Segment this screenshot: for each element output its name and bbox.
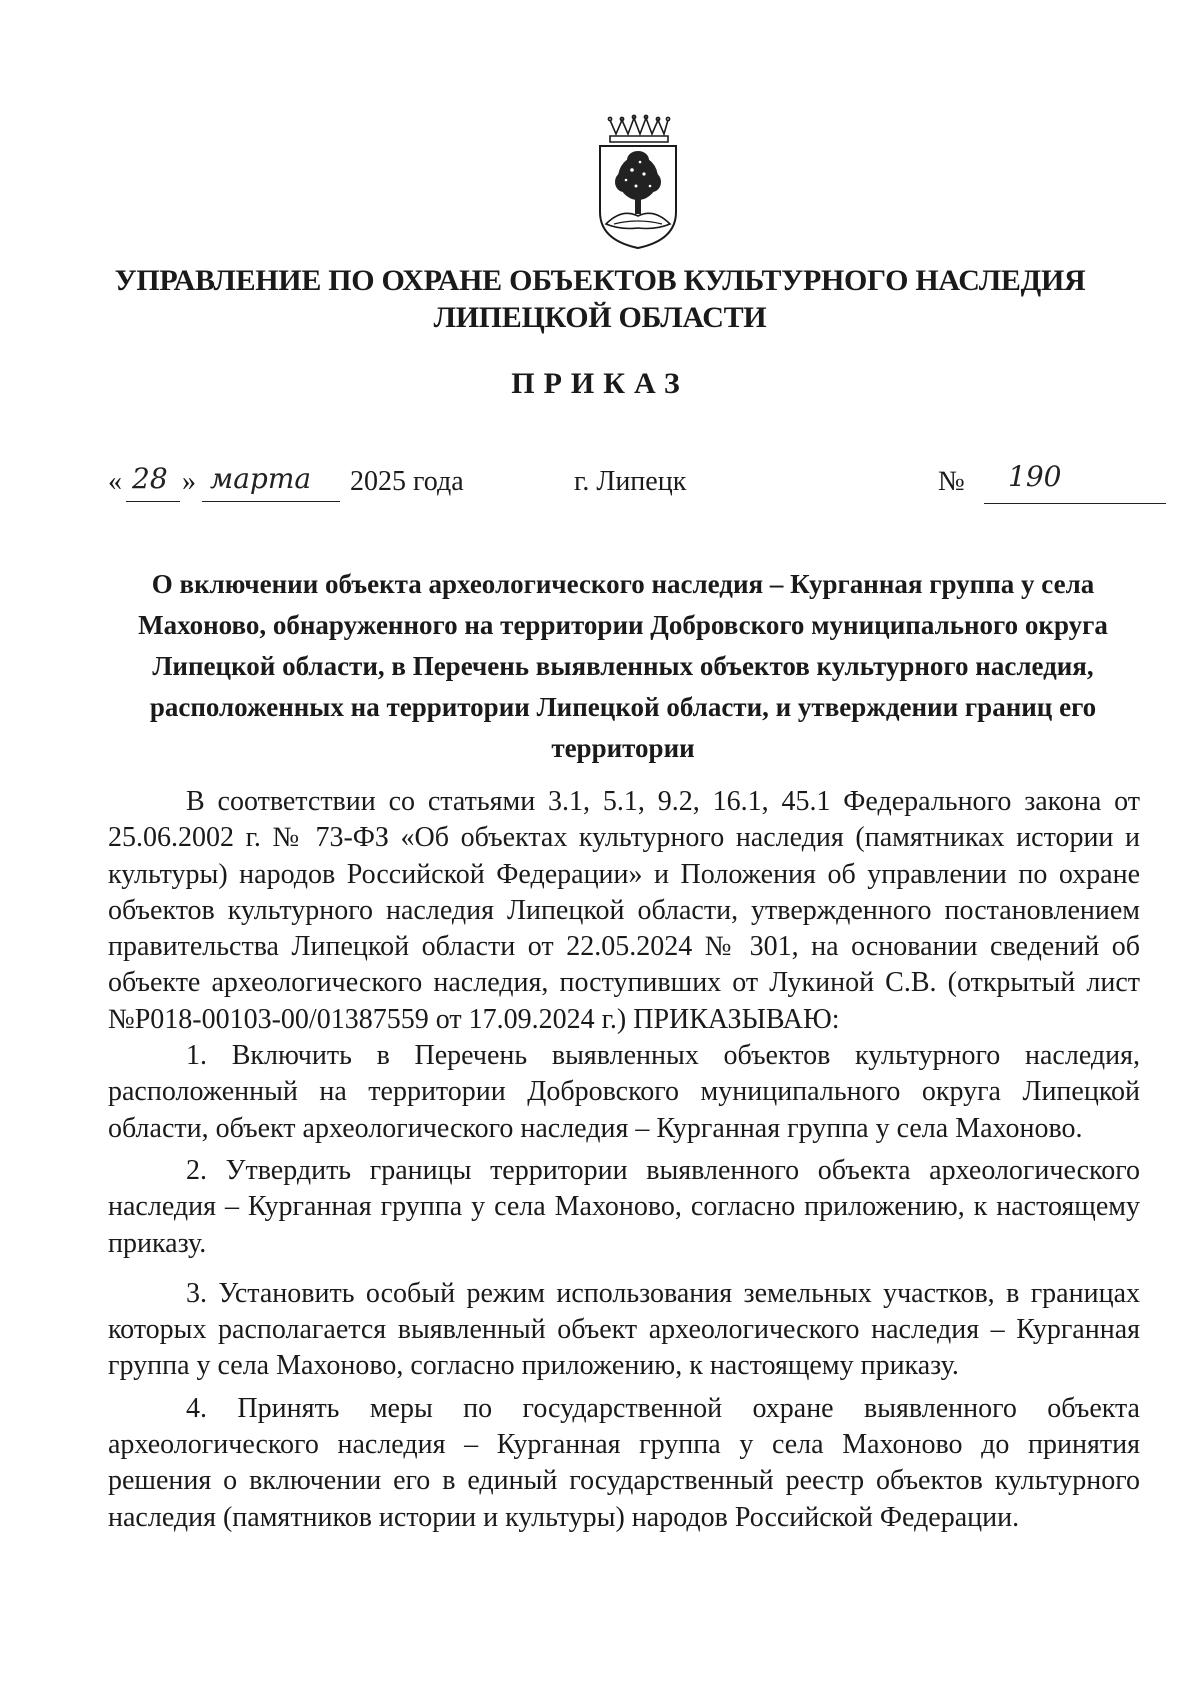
coat-of-arms-icon [596,112,680,252]
document-title [108,564,1138,769]
organization-name [100,262,1100,336]
document-number: 190 [1008,460,1062,493]
date-quote-open: « [108,466,122,497]
document-title-line1: О включении объекта археологического наследия – Курганная группа у села [151,569,1095,599]
date-day: 28 [132,462,168,495]
document-city: г. Липецк [574,466,687,497]
document-title-line3: Липецкой области, в Перечень выявленных объектов культурного наследия, [152,651,1094,681]
body-item-3: 3. Установить особый режим использования земельных участков, в границах которых располагается выявленный объект археологического наследия – Курганная группа у села Махоново, согласно приложению, к настоящему приказу. [108,1277,1140,1382]
document-type: ПРИКАЗ [511,367,689,400]
body-item-1: 1. Включить в Перечень выявленных объектов культурного наследия, расположенный на территории Добровского муниципального округа Липецкой области, объект археологического наследия – Курганная группа у села Махоново. [108,1040,1140,1144]
body-item-4: 4. Принять меры по государственной охране выявленного объекта археологического наследия – Курганная группа у села Махоново до принятия решения о включении его в единый государственный реестр объектов культурного наследия (памятников истории и культуры) народов Российской Федерации. [108,1392,1140,1533]
organization-name-line2: ЛИПЕЦКОЙ ОБЛАСТИ [433,301,767,334]
date-day-underline [126,501,180,502]
document-meta-line [0,460,1200,516]
date-quote-close: » [182,466,196,497]
document-body [108,784,1140,1536]
date-year: 2025 года [350,466,464,497]
organization-name-line1: УПРАВЛЕНИЕ ПО ОХРАНЕ ОБЪЕКТОВ КУЛЬТУРНОГО НАСЛЕДИЯ [114,264,1086,297]
date-month-underline [202,501,340,502]
document-title-line5: территории [551,733,695,763]
document-number-label: № [938,466,965,497]
document-number-underline [984,503,1166,504]
body-item-2: 2. Утвердить границы территории выявленного объекта археологического наследия – Курганная группа у села Махоново, согласно приложению, к настоящему приказу. [108,1154,1140,1259]
date-month: марта [210,462,312,495]
document-title-line2: Махоново, обнаруженного на территории Добровского муниципального округа [138,610,1108,640]
body-preamble: В соответствии со статьями 3.1, 5.1, 9.2, 16.1, 45.1 Федерального закона от 25.06.2002 г. № 73-ФЗ «Об объектах культурного наследия (памятниках истории и культуры) народов Российской Федерации» и Положения об управлении по охране объектов культурного наследия Липецкой области, утвержденного постановлением правительства Липецкой области от 22.05.2024 № 301, на основании сведений об объекте археологического наследия, поступивших от Лукиной С.В. (открытый лист №Р018-00103-00/01387559 от 17.09.2024 г.) ПРИКАЗЫВАЮ: [108,786,1140,1035]
document-title-line4: расположенных на территории Липецкой области, и утверждении границ его [149,692,1097,722]
